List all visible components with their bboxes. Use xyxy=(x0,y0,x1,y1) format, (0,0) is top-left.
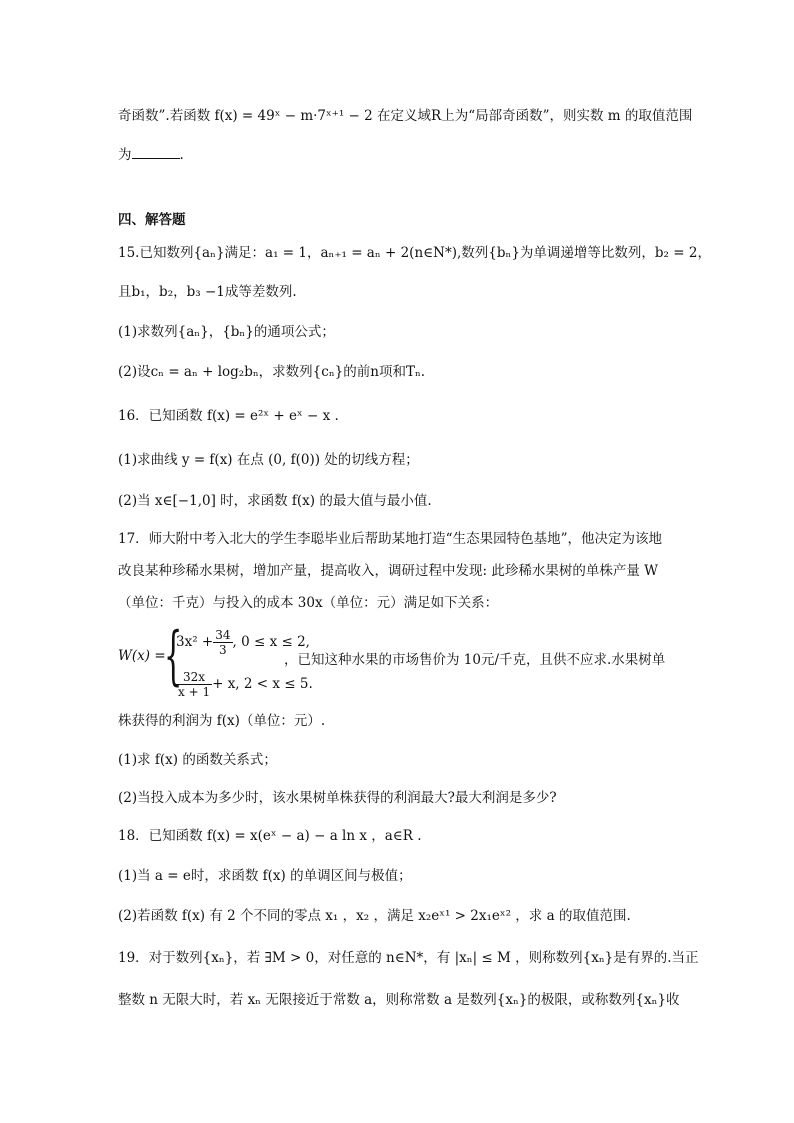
q17-part-1: (1)求 f(x) 的函数关系式； xyxy=(118,752,277,768)
q17-line-2: 改良某种珍稀水果树，增加产量，提高收入，调研过程中发现: 此珍稀水果树的单株产量 W xyxy=(118,563,659,579)
w-case-1-pre: 3x² + xyxy=(176,634,214,650)
w-case-1-frac xyxy=(213,628,232,657)
w-piecewise-function xyxy=(118,618,718,698)
w-lhs: W(x) = xyxy=(118,648,166,664)
w-case-1-post: , 0 ≤ x ≤ 2, xyxy=(232,634,310,650)
q15-line-1: 15.已知数列{aₙ}满足：a₁ = 1，aₙ₊₁ = aₙ + 2(n∈N*),数列{bₙ}为单调递增等比数列，b₂ = 2， xyxy=(118,245,711,261)
w-case-2-den: x + 1 xyxy=(178,685,211,699)
q15-line-2: 且b₁，b₂，b₃ −1成等差数列. xyxy=(118,284,297,300)
q16-part-1: (1)求曲线 y = f(x) 在点 (0, f(0)) 处的切线方程； xyxy=(118,452,419,468)
intro-line-2-suffix: . xyxy=(179,147,184,163)
q18-stem: 18．已知函数 f(x) = x(eˣ − a) − a ln x ，a∈R . xyxy=(118,828,422,844)
w-case-2-num: 32x xyxy=(176,670,212,685)
q15-part-1: (1)求数列{aₙ}，{bₙ}的通项公式； xyxy=(118,324,335,340)
intro-line-1: 奇函数”.若函数 f(x) = 49ˣ − m·7ˣ⁺¹ − 2 在定义域R上为“局部奇函数”，则实数 m 的取值范围 xyxy=(118,108,693,124)
q16-part-2: (2)当 x∈[−1,0] 时，求函数 f(x) 的最大值与最小值. xyxy=(118,493,432,509)
w-case-2-post: + x, 2 < x ≤ 5. xyxy=(212,676,313,692)
w-case-1-num: 34 xyxy=(215,628,231,642)
q17-line-4-tail: ，已知这种水果的市场售价为 10元/千克，且供不应求.水果树单 xyxy=(284,652,666,668)
section-title: 四、解答题 xyxy=(118,212,186,228)
answer-blank xyxy=(132,146,180,159)
q17-line-3: （单位：千克）与投入的成本 30x（单位：元）满足如下关系： xyxy=(118,595,499,611)
w-case-1-den: 3 xyxy=(219,643,227,657)
w-case-2 xyxy=(176,670,313,699)
q18-part-2: (2)若函数 f(x) 有 2 个不同的零点 x₁ ，x₂ ，满足 x₂eˣ¹ > 2x₁eˣ² ，求 a 的取值范围. xyxy=(118,908,631,924)
left-brace: { xyxy=(164,619,183,693)
q19-line-2: 整数 n 无限大时，若 xₙ 无限接近于常数 a，则称常数 a 是数列{xₙ}的极限，或称数列{xₙ}收 xyxy=(118,992,680,1008)
q17-line-5: 株获得的利润为 f(x)（单位：元）. xyxy=(118,713,326,729)
w-case-2-frac xyxy=(176,670,212,699)
q18-part-1: (1)当 a = e时，求函数 f(x) 的单调区间与极值； xyxy=(118,868,412,884)
intro-line-2-prefix: 为 xyxy=(118,147,132,163)
q17-line-1: 17．师大附中考入北大的学生李聪毕业后帮助某地打造“生态果园特色基地”，他决定为该地 xyxy=(118,531,662,547)
q19-line-1: 19．对于数列{xₙ}，若 ∃M > 0，对任意的 n∈N*，有 |xₙ| ≤ M ，则称数列{xₙ}是有界的.当正 xyxy=(118,950,699,966)
q17-part-2: (2)当投入成本为多少时，该水果树单株获得的利润最大?最大利润是多少? xyxy=(118,790,557,806)
intro-line-2 xyxy=(118,145,678,165)
q15-part-2: (2)设cₙ = aₙ + log₂bₙ，求数列{cₙ}的前n项和Tₙ. xyxy=(118,364,426,380)
q16-stem: 16．已知函数 f(x) = e²ˣ + eˣ − x . xyxy=(118,408,339,424)
